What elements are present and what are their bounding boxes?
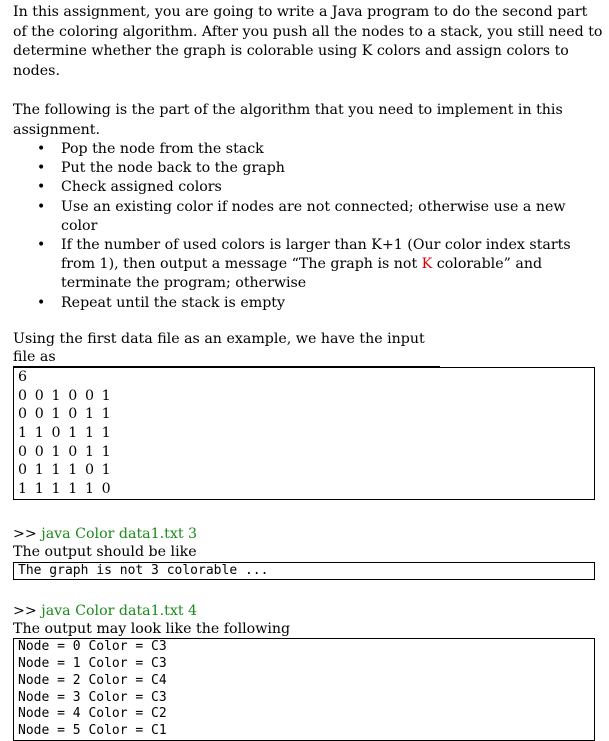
output-line: Node = 0 Color = C3 — [18, 639, 167, 655]
input-row: 6 — [18, 368, 29, 385]
input-row: 0 0 1 0 1 1 — [18, 443, 113, 460]
output-line: Node = 4 Color = C2 — [18, 706, 167, 722]
output-label-2: The output may look like the following — [13, 621, 291, 638]
output-box-1 — [13, 562, 595, 581]
bullet-icon: • — [37, 294, 46, 311]
bullet-icon: • — [37, 237, 46, 254]
output-line: Node = 2 Color = C4 — [18, 672, 167, 688]
list-item — [33, 178, 603, 197]
bullet-icon: • — [37, 160, 46, 177]
step-text: Pop the node from the stack — [61, 141, 264, 157]
output-line: Node = 5 Color = C1 — [18, 722, 167, 738]
step-text: Repeat until the stack is empty — [61, 294, 286, 311]
list-item — [33, 198, 603, 236]
step-text: Use an existing color if nodes are not connected; otherwise use a new color — [61, 198, 566, 234]
algorithm-intro: The following is the part of the algorithm that you need to implement in this assignment. — [13, 102, 563, 138]
command-text: java Color data1.txt 4 — [41, 603, 198, 620]
input-file-box — [13, 367, 595, 500]
command-line-2 — [13, 602, 603, 620]
step-text: Put the node back to the graph — [61, 160, 285, 177]
output-box-2 — [13, 638, 595, 740]
command-line-1 — [13, 525, 603, 543]
list-item — [33, 236, 603, 294]
prompt: >> — [13, 603, 42, 620]
bullet-icon: • — [37, 198, 46, 215]
intro-paragraph: In this assignment, you are going to write a Java program to do the second part of the coloring algorithm. After you push all the nodes to a stack, you still need to determine whether the graph is colorable using K colors and assign colors to nodes. — [13, 4, 603, 79]
list-item — [33, 159, 603, 178]
output-line: The graph is not 3 colorable ... — [18, 562, 269, 578]
prompt: >> — [13, 525, 42, 542]
algorithm-steps-list — [13, 140, 603, 313]
bullet-icon: • — [37, 179, 46, 196]
step-text-end: colorable” and terminate the program; otherwise — [61, 256, 543, 292]
output-line: Node = 3 Color = C3 — [18, 689, 167, 705]
input-row: 1 1 0 1 1 1 — [18, 424, 113, 441]
input-row: 0 0 1 0 1 1 — [18, 406, 113, 423]
input-row: 0 0 1 0 0 1 — [18, 387, 113, 404]
output-line: Node = 1 Color = C3 — [18, 656, 167, 672]
command-text: java Color data1.txt 3 — [41, 525, 198, 542]
step-text: Check assigned colors — [61, 179, 222, 196]
list-item — [33, 294, 603, 313]
step-text: If the number of used colors is larger than K+1 (Our color index starts from 1), then output a message “The graph is not — [61, 237, 571, 273]
bullet-icon: • — [37, 141, 46, 157]
assignment-document — [13, 3, 603, 741]
example-intro: Using the first data file as an example, we have the input file as — [13, 330, 440, 367]
k-highlight: K — [421, 256, 433, 273]
list-item — [33, 140, 603, 159]
input-row: 1 1 1 1 1 0 — [18, 481, 113, 498]
input-row: 0 1 1 1 0 1 — [18, 462, 113, 479]
output-label-1: The output should be like — [13, 543, 197, 560]
